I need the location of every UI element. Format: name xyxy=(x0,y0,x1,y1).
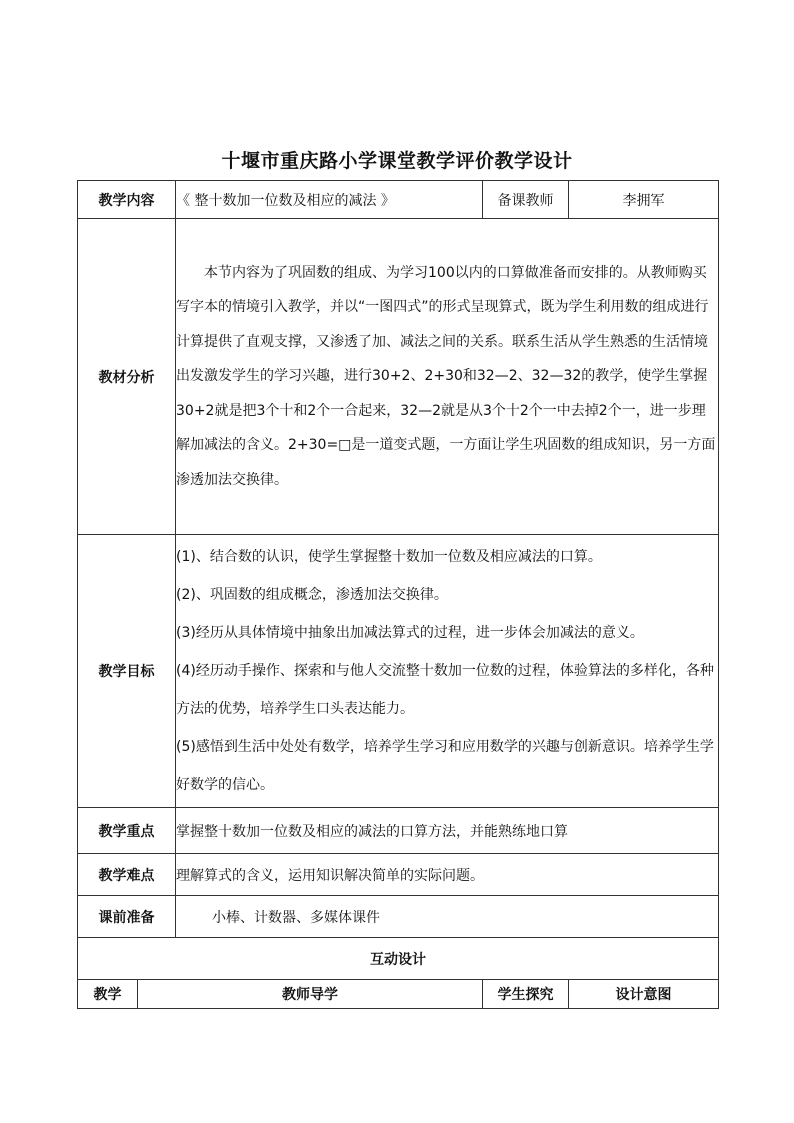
content-row xyxy=(78,181,719,219)
goals-list xyxy=(176,535,719,808)
goal-item: (1)、结合数的认识，使学生掌握整十数加一位数及相应减法的口算。 xyxy=(176,549,602,565)
lesson-plan-table xyxy=(77,180,719,1009)
analysis-label: 教材分析 xyxy=(78,219,176,535)
goal-item: (2)、巩固数的组成概念，渗透加法交换律。 xyxy=(176,587,448,603)
header-row xyxy=(78,980,719,1009)
header-col-teacher: 教师导学 xyxy=(138,980,483,1009)
goal-item: (4)经历动手操作、探索和与他人交流整十数加一位数的过程，体验算法的多样化，各种方法的优势，培养学生口头表达能力。 xyxy=(176,663,714,717)
content-label: 教学内容 xyxy=(78,181,176,219)
goal-item: (3)经历从具体情境中抽象出加减法算式的过程，进一步体会加减法的意义。 xyxy=(176,625,644,641)
prep-text: 小棒、计数器、多媒体课件 xyxy=(176,896,719,938)
key-label: 教学重点 xyxy=(78,808,176,854)
interactive-label: 互动设计 xyxy=(78,938,719,980)
prep-label: 课前准备 xyxy=(78,896,176,938)
goals-label: 教学目标 xyxy=(78,535,176,808)
teacher-name: 李拥军 xyxy=(569,181,719,219)
header-col-intent: 设计意图 xyxy=(569,980,719,1009)
prep-row xyxy=(78,896,719,938)
key-text: 掌握整十数加一位数及相应的减法的口算方法，并能熟练地口算 xyxy=(176,808,719,854)
header-col-stage: 教学 xyxy=(78,980,138,1009)
goals-row xyxy=(78,535,719,808)
analysis-row xyxy=(78,219,719,535)
difficulty-row xyxy=(78,854,719,896)
analysis-text: 本节内容为了巩固数的组成、为学习100以内的口算做准备而安排的。从教师购买写字本的情境引入教学，并以“一图四式”的形式呈现算式，既为学生利用数的组成进行计算提供了直观支撑，又渗透了加、减法之间的关系。联系生活从学生熟悉的生活情境出发激发学生的学习兴趣，进行30+2、2+30和32—2、32—32的教学，使学生掌握30+2就是把3个十和2个一合起来，32—2就是从3个十2个一中去掉2个一，进一步理解加减法的含义。2+30=□是一道变式题，一方面让学生巩固数的组成知识，另一方面渗透加法交换律。 xyxy=(176,264,716,488)
interactive-row xyxy=(78,938,719,980)
difficulty-text: 理解算式的含义，运用知识解决简单的实际问题。 xyxy=(176,854,719,896)
teacher-label: 备课教师 xyxy=(483,181,569,219)
difficulty-label: 教学难点 xyxy=(78,854,176,896)
goal-item: (5)感悟到生活中处处有数学，培养学生学习和应用数学的兴趣与创新意识。培养学生学好数学的信心。 xyxy=(176,739,714,793)
content-value: 《 整十数加一位数及相应的减法 》 xyxy=(176,181,483,219)
header-col-student: 学生探究 xyxy=(483,980,569,1009)
page-title: 十堰市重庆路小学课堂教学评价教学设计 xyxy=(221,150,573,172)
key-row xyxy=(78,808,719,854)
